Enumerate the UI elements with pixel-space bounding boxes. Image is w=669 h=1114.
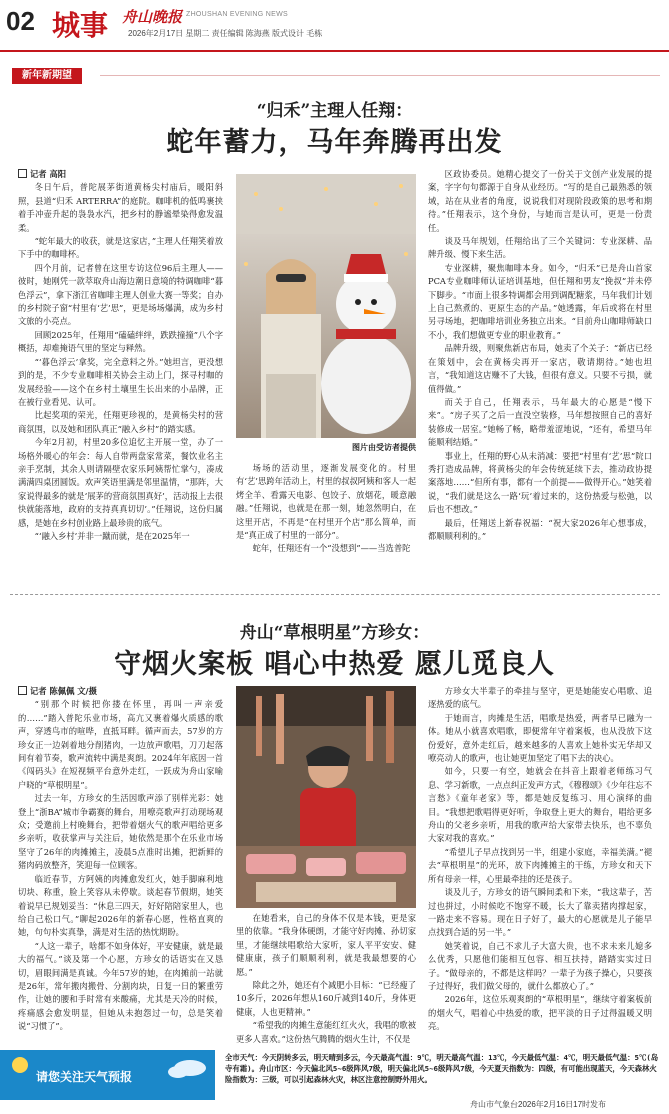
paragraph: 四个月前，记者曾在这里专访这位96后主理人——彼时，她刚凭一款萃取舟山海边潮日意境的特调咖啡“暮色浮云”，拿下浙江省咖啡主理人创业大赛一等奖；自办的乡村院子窗“村里有‘艺’思”，更是场场爆满，成为乡村文旅的小亮点。	[18, 262, 223, 327]
weather-footer: 舟山市气象台2026年2月16日17时发布	[470, 1100, 607, 1109]
masthead	[0, 0, 669, 58]
article2-column-2	[236, 912, 416, 1046]
article1-column-2	[236, 462, 416, 556]
newspaper-logo: 舟山晚报	[122, 8, 183, 26]
paragraph: 在她看来，自己的身体不仅是本钱，更是家里的依靠。“我身体硬朗，才能守好肉摊、孙切家里，才能继续唱歌给大家听，家人平平安安、健健康康，孩子们顺顺利利，就是我最想要的心愿。”	[236, 913, 416, 977]
paragraph: 蛇年，任翔还有一个“没想到”——当选普陀	[252, 543, 411, 554]
paragraph: 过去一年，方珍女的生活因歌声添了别样光彩：她登上“浙BA”城市争霸赛的舞台，用嘹亮歌声打动现场观众；受邀前上村晚舞台，把带着烟火气的歌声唱给更多乡亲听，收获掌声与关注后，她依然是那个在乐业市场坚守了26年的肉摊摊主，凌晨5点准时出摊，把新鲜的猪肉码放整齐，笑迎每一位顾客。	[18, 793, 223, 871]
paragraph: 冬日午后，普陀展茅街道黄杨尖村庙后，暖阳斜照，县道“归禾 ARTERRA”的庭院。咖啡机的低鸣裹挟着手冲壶升起的袅袅水汽，把乡村的静谧晕染得愈发温柔。	[18, 182, 223, 233]
tag-divider	[100, 75, 660, 76]
paragraph: 她笑着说，自己不求儿子大富大贵，也不求未来儿媳多么优秀，只愿他们能相互包容、相互扶持，踏踏实实过日子。“做母亲的，不都是这样吗？一辈子为孩子操心，只要孩子过得好，我们做父母的，就什么都放心了。”	[428, 940, 652, 991]
article2-col2-text	[236, 912, 416, 1046]
article1-col2-text	[236, 462, 416, 556]
article2-kicker: 舟山“草根明星”方珍女：	[239, 623, 430, 643]
paragraph: “希望儿子早点找到另一半，组建小家庭，幸福美满。”褪去“草根明星”的光环，放下肉摊摊主的干练，方珍女和天下所有母亲一样，心里最牵挂的还是孩子。	[428, 846, 652, 884]
issue-meta: 2026年2月17日 星期二 责任编辑 陈海燕 版式设计 毛栋	[128, 29, 323, 38]
paragraph: 于她而言，肉摊是生活，唱歌是热爱，两者早已融为一体。她从小就喜欢唱歌，即便常年守着案板，也从没放下这份爱好，意外走红后，越来越多的人喜欢上她朴实无华却又嘹亮动人的歌声，也让她更加坚定了唱下去的决心。	[428, 712, 652, 764]
photo-illustration	[236, 174, 416, 438]
paragraph: 临近春节，方阿姨的肉摊愈发红火，她手脚麻利地切块、称重，脸上笑容从未停歇。谈起春节假期，她笑着说早已规划妥当：“休息三四天，好好陪陪家里人，也给自己松口气。”聊起2026年的新春心愿，性格直爽的她，句句朴实真挚，满是对生活的热忱期盼。	[18, 873, 223, 938]
section-tag: 新年新期望	[12, 68, 82, 84]
article2-byline	[18, 685, 223, 698]
box-icon	[18, 686, 27, 695]
article1-column-3	[428, 168, 652, 543]
paragraph: 回顾2025年，任翔用“磕磕绊绊，跌跌撞撞”八个字概括，却难掩语气里的坚定与释然。	[18, 329, 223, 354]
photo-illustration	[236, 686, 416, 908]
paragraph: “蛇年最大的收获，就是这家店，”主理人任翔笑着放下手中的咖啡杯。	[18, 236, 223, 260]
paragraph: 最后，任翔送上新春祝福：“祝大家2026年心想事成，都顺顺利利的。”	[428, 517, 652, 541]
paragraph: 如今，只要一有空，她就会在抖音上跟着老师练习气息、学习新歌，一点点纠正发声方式，《穆穆颂》《少年往忘不言愁》《童年老家》等，都是她反复练习、用心演绎的曲目。“我想把歌唱得更好听，争取登上更大的舞台，唱给更多舟山的父老乡亲听，用我的歌声给大家带去快乐，也不辜负大家对我的喜欢。”	[428, 766, 653, 844]
paragraph: 2026年，这位乐观爽朗的“草根明星”，继续守着案板前的烟火气，唱着心中热爱的歌，把平淡的日子过得温暖又明亮。	[428, 994, 652, 1032]
weather-title: 请您关注天气预报	[36, 1070, 133, 1084]
article-divider	[10, 594, 660, 595]
article2-col1-text	[18, 698, 223, 1033]
paragraph: 事业上，任翔的野心从未消减：要把“村里有‘艺’思”院口秀打造成品牌，将黄杨尖的年会传统延续下去，推动政协提案落地……“但所有事，都有一个前提——做得开心。”她笑着说，“我们就是这么一路‘玩’着过来的，这份热爱与松弛，以后也不想改。”	[428, 450, 652, 515]
article1-photo	[236, 174, 416, 438]
paragraph: 场场的活动里，逐渐发展变化的。村里有‘艺’思跨年活动上，村里的叔叔阿姨和客人一起烤全羊、看露天电影、包饺子、放烟花，暖意融融。”任翔说，也就是在那一刻，她忽然明白，在这里开店，不再是“在村里开个店”那么简单，而是“真正成了村里的一部分”。	[236, 463, 416, 541]
paragraph: 比起奖项的荣光，任翔更珍视的，是黄杨尖村的营商氛围，以及她和团队真正“融入乡村”的踏实感。	[18, 410, 223, 434]
article1-photo-caption: 图片由受访者提供	[352, 443, 416, 452]
paragraph: 今年2月初，村里20多位追忆主开展一堂，办了一场格外暖心的年会：每人自带两盘家常菜，餐饮业名主亲手烹制，其余人则请隔壁农家乐阿姨帮忙掌勺，凑成满满四桌团圆饭。欢声笑语里满是邻里温情，“那阵，大家说得最多的就是‘展茅的营商氛围真好’，活动报上去很快就能落地，政府的支持真真切切’。”任翔说，这份归属感，是她在乡村创业路上最珍贵的底气。	[18, 437, 223, 528]
paragraph: 方珍女大半辈子的牵挂与坚守，更是她能安心唱歌、追逐热爱的底气。	[428, 686, 652, 710]
paragraph: 而关于自己，任翔表示，马年最大的心愿是“慢下来”。“房子买了之后一直没空装修，马年想按照自己的喜好装修成一居室。”她畅了畅，略带羞涩地说，“还有，希望马年能顺利结婚。”	[428, 396, 652, 448]
article1-col3-text	[428, 168, 652, 543]
byline-text: 记者 高阳	[30, 169, 67, 179]
page-number: 02	[6, 6, 35, 36]
section-title: 城事	[52, 9, 109, 42]
paragraph: “希望我的肉摊生意能红红火火，我唱的歌被更多人喜欢。”这份热气腾腾的烟火生计，不仅是	[236, 1020, 416, 1044]
article1-column-1	[18, 168, 223, 543]
article2-headline: 守烟火案板 唱心中热爱 愿儿觅良人	[114, 649, 555, 680]
paragraph: 除此之外，她还有个减肥小目标：“已经瘦了10多斤，2026年想从160斤减到140斤，身体更健康，人也更精神。”	[236, 980, 416, 1017]
paragraph: 区政协委员。她精心提交了一份关于文创产业发展的提案，字字句句都源于自身从业经历。“写的是自己最熟悉的领域，站在从业者的角度，说说我们对现阶段政策的思考和期待。”任翔表示，这个身份，与她而言是认可，更是一份责任。	[428, 169, 652, 233]
byline-text: 记者 陈佩佩 文/摄	[30, 686, 97, 696]
article1-kicker: “归禾”主理人任翔：	[256, 101, 413, 121]
article2-column-1	[18, 685, 223, 1034]
weather-forecast-text: 全市天气：今天阴转多云，明天晴到多云，今天最高气温：9℃，明天最高气温：13℃，今天最低气温：4℃，明天最低气温：5℃(岛寺有霜)。舟山市区：今天偏北风5~6级阵风7级，明天偏北风5~6级阵风7级，今天夏天指数为：四级，有可能出现蓝天，今天森林火险指数为：三级，可以引起森林火灾，林区注意控制野外用火。	[225, 1053, 659, 1084]
article1-byline	[18, 168, 223, 181]
masthead-rule	[0, 50, 669, 52]
article2-column-3	[428, 685, 652, 1034]
paragraph: “‘暮色浮云’拿奖，完全意料之外。”她坦言，更没想到的是，不少专业咖啡相关协会主动上门，探寻村咖的发展经验——这个在乡村土壤里生长出来的小品牌，正在被行业看见、认可。	[18, 356, 223, 407]
article2-col3-text	[428, 685, 652, 1034]
sun-icon	[12, 1057, 28, 1073]
box-icon	[18, 169, 27, 178]
article2-photo	[236, 686, 416, 908]
paragraph: 专业深耕，聚焦咖啡本身。如今，“归禾”已是舟山首家PCA专业咖啡师认证培训基地，但任翔和男友“挽叔”并未停下脚步。“市面上很多特调都会用到调配糖浆，马年我们计划上自己熬煮的、更原生态的产品。”她透露，年后或将在村里另寻场地，把咖啡培训业务独立出来。“目前舟山咖啡师缺口不小，我们想做更专业的职业教育。”	[428, 262, 652, 340]
paragraph: 谈及儿子，方珍女的语气瞬间柔和下来，“我这辈子，苦过也拼过，小时候吃不饱穿不暖，长大了靠卖猪肉撑起家，一路走来不容易。现在日子好了，最大的心愿就是儿子能早点找到合适的另一半。”	[428, 887, 652, 938]
paragraph: 谈及马年规划，任翔给出了三个关键词：专业深耕、品牌升级、慢下来生活。	[428, 236, 652, 260]
paragraph: “‘融入乡村’并非一蹴而就，是在2025年一	[34, 530, 190, 541]
newspaper-logo-en: ZHOUSHAN EVENING NEWS	[186, 11, 288, 18]
article1-col1-text	[18, 181, 223, 543]
paragraph: “别那个时候把你搂在怀里，再叫一声亲爱的……”踏入普陀乐业市场，高亢又裹着爆火质感的歌声，穿透鸟市的喧哗，直抵耳畔。循声而去，57岁的方珍女正一边剁着地分削猪肉，一边放声歌唱，刀刀起落间有着节奏，歌声流转中满是爽朗。2024年年底因一首《闯码头》在短视频平台意外走红，一跃成为舟山家喻户晓的“草根明星”。	[18, 699, 223, 790]
article1-headline: 蛇年蓄力，马年奔腾再出发	[166, 127, 503, 158]
paragraph: “人这一辈子，啥都不如身体好，平安健康，就是最大的福气。”谈及第一个心愿，方珍女的话语实在又恳切，眉眼间满是真诚。今年57岁的她，在肉摊前一站就是26年，常年搬肉搬骨、分割肉块，日复一日的繁重劳作，让她的腰和手时常有来酸痛，尤其是天冷的时候，疼痛感会愈发明显，但她从未抱怨过一句，总是笑着说“习惯了”。	[18, 940, 223, 1032]
paragraph: 品牌升级，则聚焦新店布局，她卖了个关子：“新店已经在策划中，会在黄杨尖再开一家店，敬请期待。”她也坦言，“我知道这店赚不了大钱，但很有意义。只要不亏损，就值得做。”	[428, 343, 652, 394]
